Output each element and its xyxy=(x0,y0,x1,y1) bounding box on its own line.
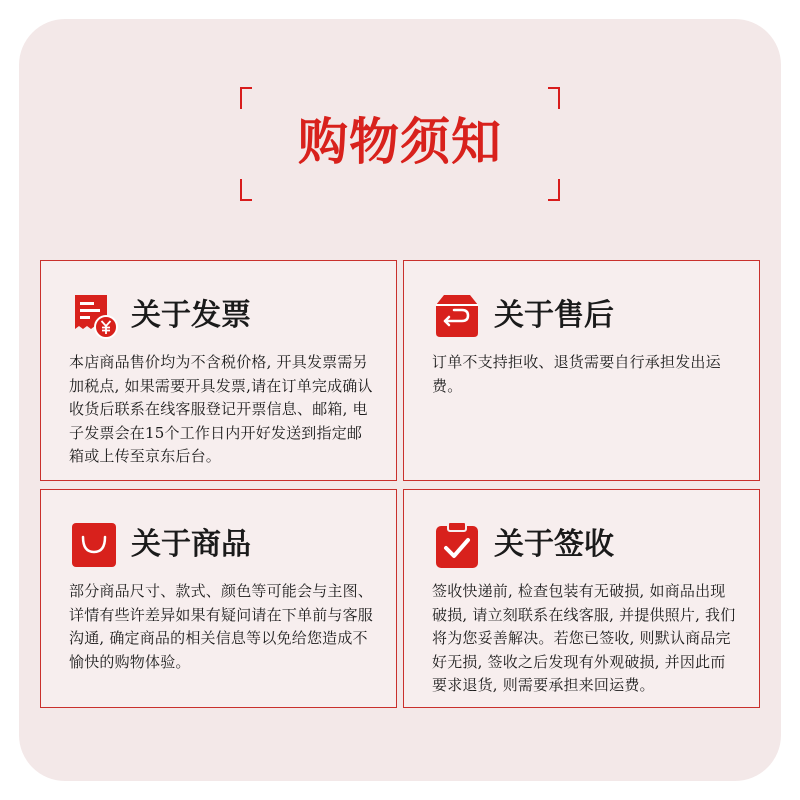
after-sales-text: 订单不支持拒收、退货需要自行承担发出运费。 xyxy=(432,353,721,395)
invoice-receipt-icon xyxy=(69,291,119,341)
product-info-card xyxy=(40,489,397,708)
invoice-info-card xyxy=(40,260,397,481)
product-text: 部分商品尺寸、款式、颜色等可能会与主图、详情有些许差异如果有疑问请在下单前与客服沟通, 确定商品的相关信息等以免给您造成不愉快的购物体验。 xyxy=(69,582,374,671)
title-bracket-top-right xyxy=(548,87,560,109)
after-sales-card xyxy=(403,260,760,481)
after-sales-title: 关于售后 xyxy=(494,298,614,333)
return-box-icon xyxy=(432,291,482,341)
product-title: 关于商品 xyxy=(131,527,251,562)
title-bracket-top-left xyxy=(240,87,252,109)
title-bracket-bottom-right xyxy=(548,179,560,201)
shopping-bag-icon xyxy=(69,520,119,570)
receipt-info-card xyxy=(403,489,760,708)
receipt-text: 签收快递前, 检查包装有无破损, 如商品出现破损, 请立刻联系在线客服, 并提供照片, 我们将为您妥善解决。若您已签收, 则默认商品完好无损, 签收之后发现有外观破损, 并因此而要求退货, 则需要承担来回运费。 xyxy=(432,582,736,694)
invoice-title: 关于发票 xyxy=(131,298,251,333)
receipt-title: 关于签收 xyxy=(494,527,614,562)
title-bracket-bottom-left xyxy=(240,179,252,201)
invoice-text: 本店商品售价均为不含税价格, 开具发票需另加税点, 如果需要开具发票,请在订单完成确认收货后联系在线客服登记开票信息、邮箱, 电子发票会在15个工作日内开好发送到指定邮箱或上传至京东后台。 xyxy=(69,353,373,465)
clipboard-check-icon xyxy=(432,520,482,570)
page-title: 购物须知 xyxy=(298,112,502,171)
